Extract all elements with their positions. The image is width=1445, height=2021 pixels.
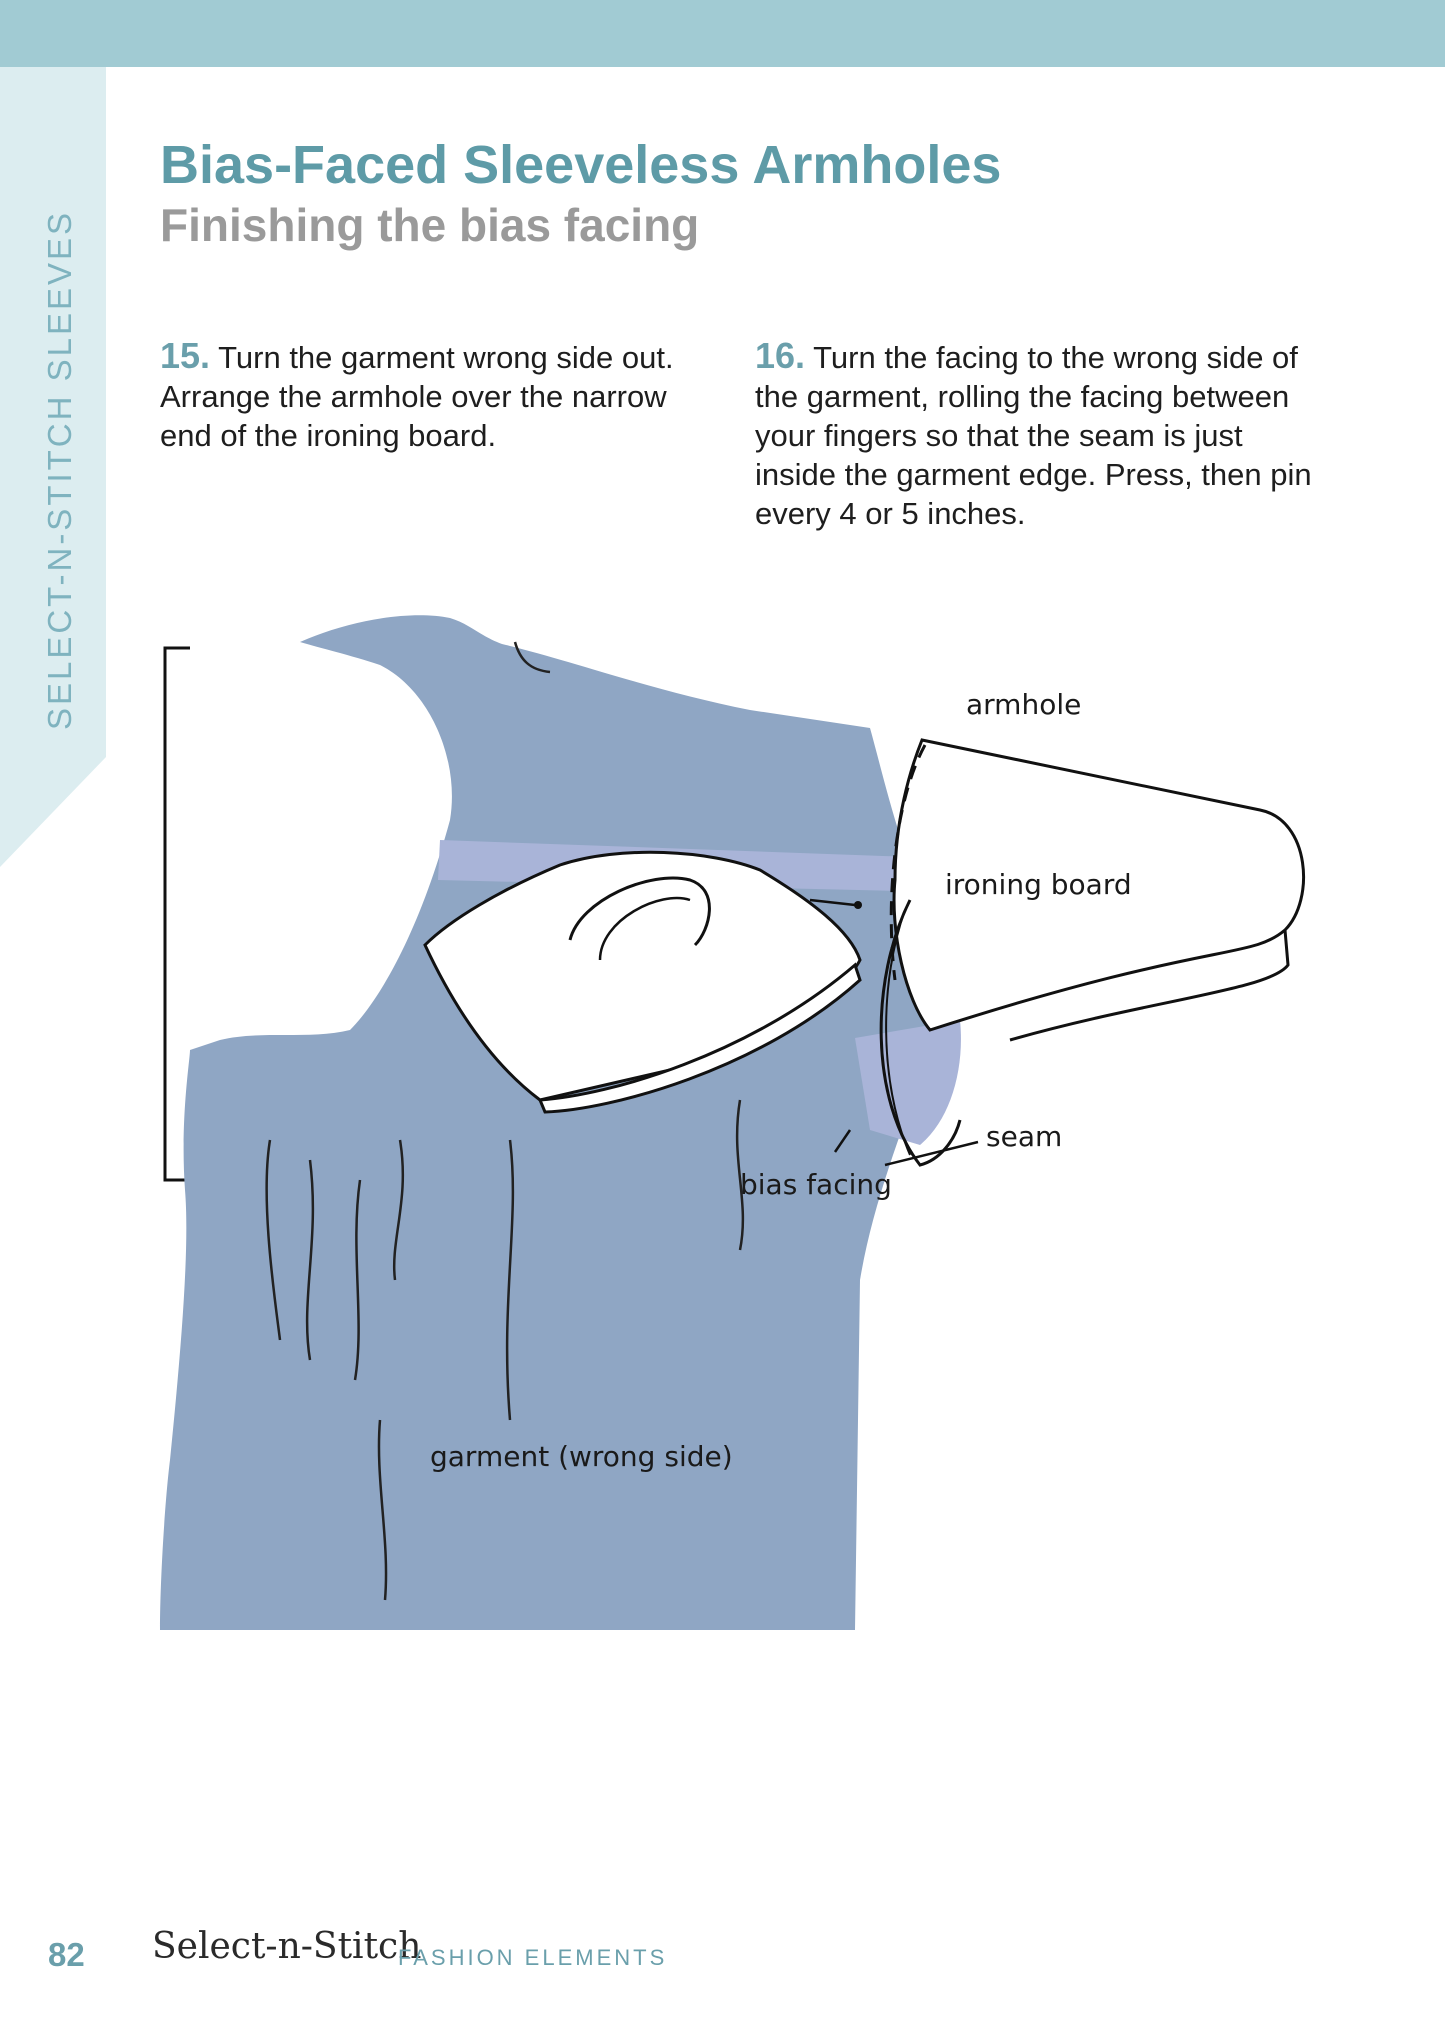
page-title: Bias-Faced Sleeveless Armholes <box>160 135 1002 195</box>
step-number: 16. <box>755 335 806 376</box>
brand-logo: Select-n-Stitch <box>152 1926 422 1967</box>
top-color-band <box>0 0 1445 67</box>
label-ironing-board: ironing board <box>945 868 1132 901</box>
step-text: Turn the garment wrong side out. Arrange the armhole over the narrow end of the ironing board. <box>160 340 674 453</box>
step-text: Turn the facing to the wrong side of the garment, rolling the facing between your fingers so that the seam is just inside the garment edge. Press, then pin every 4 or 5 inches. <box>755 340 1312 531</box>
label-armhole: armhole <box>966 688 1082 721</box>
bias-facing-shape <box>855 1020 961 1145</box>
label-garment: garment (wrong side) <box>430 1440 733 1473</box>
illustration-drawing <box>150 600 1310 1630</box>
page-subtitle: Finishing the bias facing <box>160 199 700 251</box>
garment-shape <box>160 615 970 1630</box>
label-bias-facing: bias facing <box>740 1168 892 1201</box>
step-number: 15. <box>160 335 211 376</box>
step-15 <box>160 336 720 455</box>
page-number: 82 <box>48 1936 85 1973</box>
brand-subtitle: FASHION ELEMENTS <box>398 1945 668 1970</box>
step-16 <box>755 336 1315 533</box>
pressing-illustration <box>150 600 1310 1630</box>
label-seam: seam <box>986 1120 1063 1153</box>
section-label: SELECT-N-STITCH SLEEVES <box>41 209 78 731</box>
